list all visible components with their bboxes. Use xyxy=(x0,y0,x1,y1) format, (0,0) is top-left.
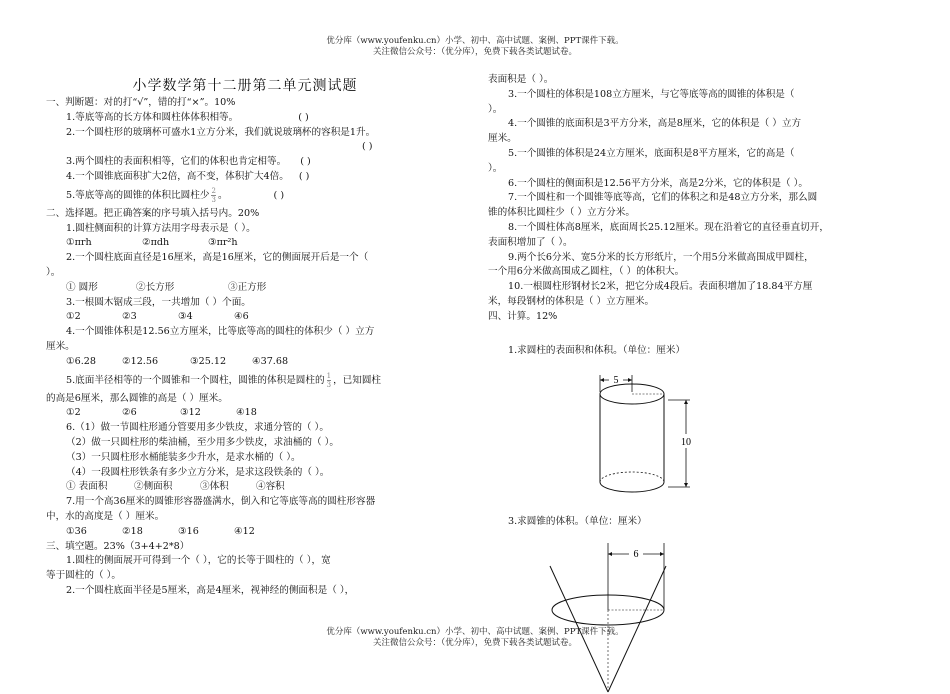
cylinder-bottom-front xyxy=(600,482,664,492)
fill-q1-end: 等于圆柱的（ ）。 xyxy=(46,570,121,582)
fill-q8: 8.一个圆柱体高8厘米，底面周长25.12厘米。现在沿着它的直径垂直切开， xyxy=(508,221,829,233)
choice-q7-option-3: ③16 xyxy=(178,525,199,537)
choice-q1-option-3: ③πr²h xyxy=(208,237,238,249)
fill-q1: 1.圆柱的侧面展开可得到一个（ ），它的长等于圆柱的（ ），宽 xyxy=(66,555,331,567)
choice-q3-option-2: ②3 xyxy=(122,311,137,323)
choice-q4-options xyxy=(46,355,444,370)
choice-q5-end: 的高是6厘米，那么圆锥的高是（ ）厘米。 xyxy=(46,392,228,404)
right-column xyxy=(488,73,888,325)
fill-q2-end: 表面积是（ ）。 xyxy=(488,74,554,85)
footer-line-1: 优分库（www.youfenku.cn）小学、初中、高中试题、案例、PPT课件下载。 xyxy=(326,627,624,637)
choice-q6-option-3: ③体积 xyxy=(200,481,229,493)
choice-q6-option-1: ① 表面积 xyxy=(66,481,108,493)
choice-q6-options xyxy=(46,480,444,495)
judge-q4-blank: ( ) xyxy=(298,170,310,182)
choice-q5-option-1: ①2 xyxy=(66,407,81,419)
choice-q7-option-4: ④12 xyxy=(234,525,255,537)
section-1-heading: 一、判断题：对的打“√”，错的打“×”。10% xyxy=(46,97,236,108)
footer-line-2: 关注微信公众号：（优分库），免费下载各类试题试卷。 xyxy=(372,638,577,648)
fill-q8-end: 表面积增加了（ ）。 xyxy=(488,236,573,248)
fill-q6: 6.一个圆柱的侧面积是12.56平方分米，高是2分米，它的体积是（ ）。 xyxy=(508,177,809,189)
choice-q5-fraction xyxy=(327,372,331,389)
section-2-heading: 二、选择题。把正确答案的序号填入括号内。20% xyxy=(46,207,260,219)
judge-q5-text: 5.等底等高的圆锥的体积比圆柱少 xyxy=(66,189,210,201)
choice-q6: 6.（1）做一节圆柱形通分管要用多少铁皮，求通分管的（ ）。 xyxy=(66,422,329,434)
cylinder-radius-label: 5 xyxy=(613,375,619,386)
judge-q1 xyxy=(46,111,444,126)
judge-q5 xyxy=(46,185,444,207)
fill-q5-end: ）。 xyxy=(488,162,503,174)
fill-q10: 10.一根圆柱形钢材长2米，把它分成4段后。表面积增加了18.84平方厘 xyxy=(508,281,813,293)
cone-radius-arrow-right xyxy=(660,552,664,556)
cone-radius-arrow-left xyxy=(608,552,612,556)
choice-q1-option-2: ②πdh xyxy=(142,237,170,249)
choice-q6-option-4: ④容积 xyxy=(256,481,285,493)
choice-q7-end: 中，水的高度是（ ）厘米。 xyxy=(46,510,165,522)
header-line-1: 优分库（www.youfenku.cn）小学、初中、高中试题、案例、PPT课件下载。 xyxy=(326,36,624,46)
choice-q3-options xyxy=(46,310,444,325)
fill-q4-end: 厘米。 xyxy=(488,133,517,145)
fill-q3-end: ）。 xyxy=(488,103,503,115)
choice-q5-option-2: ②6 xyxy=(122,407,137,419)
choice-q6-part-3: （3）一只圆柱形水桶能装多少升水，是求水桶的（ ）。 xyxy=(66,451,301,463)
calc-q1: 1.求圆柱的表面积和体积。（单位：厘米） xyxy=(508,345,686,356)
judge-q4 xyxy=(46,170,444,185)
choice-q4-option-2: ②12.56 xyxy=(122,355,159,367)
choice-q4: 4.一个圆锥体积是12.56立方厘米，比等底等高的圆柱的体积少（ ）立方 xyxy=(66,326,375,338)
choice-q2-end: ）。 xyxy=(46,266,61,278)
choice-q7: 7.用一个高36厘米的圆锥形容器盛满水，倒入和它等底等高的圆柱形容器 xyxy=(66,496,376,508)
choice-q4-option-3: ③25.12 xyxy=(190,355,227,367)
cylinder-height-label: 10 xyxy=(681,437,691,448)
choice-q4-option-4: ④37.68 xyxy=(252,355,289,367)
cylinder-height-arrow-top xyxy=(684,400,688,404)
cylinder-radius-arrow-left xyxy=(600,378,604,382)
choice-q7-options xyxy=(46,525,444,540)
judge-q2: 2.一个圆柱形的玻璃杯可盛水1立方分米，我们就说玻璃杯的容积是1升。 xyxy=(66,126,376,138)
choice-q1-options xyxy=(46,236,444,251)
cylinder-height-arrow-bottom xyxy=(684,483,688,487)
judge-q5-end: 。 xyxy=(217,189,228,201)
cone-figure xyxy=(540,540,680,694)
calc-q3: 3.求圆锥的体积。（单位：厘米） xyxy=(508,516,647,527)
choice-q5-text: 5.底面半径相等的一个圆锥和一个圆柱，圆锥的体积是圆柱的 xyxy=(66,374,325,386)
section-4-heading: 四、计算。12% xyxy=(488,310,558,322)
choice-q6-part-4: （4）一段圆柱形铁条有多少立方分米，是求这段铁条的（ ）。 xyxy=(66,466,330,478)
choice-q3-option-3: ③4 xyxy=(178,311,193,323)
header-line-2: 关注微信公众号：（优分库），免费下载各类试题试卷。 xyxy=(372,47,577,57)
choice-q5-option-3: ③12 xyxy=(180,407,201,419)
choice-q5-option-4: ④18 xyxy=(236,407,257,419)
choice-q5 xyxy=(46,370,444,392)
judge-q5-blank: ( ) xyxy=(273,189,285,201)
choice-q2-option-3: ③正方形 xyxy=(228,281,267,293)
fill-q9: 9.两个长6分米、宽5分米的长方形纸片，一个用5分米做高围成甲圆柱， xyxy=(508,251,814,263)
judge-q3-text: 3.两个圆柱的表面积相等，它们的体积也肯定相等。 xyxy=(66,156,287,168)
choice-q3-option-4: ④6 xyxy=(234,311,249,323)
fill-q10-end: 米，每段钢材的体积是（ ）立方厘米。 xyxy=(488,295,655,307)
fill-q7-end: 锥的体积比圆柱少（ ）立方分米。 xyxy=(488,207,635,219)
choice-q4-option-1: ①6.28 xyxy=(66,355,96,367)
cylinder-figure xyxy=(590,372,710,496)
judge-q5-denominator: 3 xyxy=(211,195,216,204)
page-footer xyxy=(0,627,950,649)
choice-q7-option-2: ②18 xyxy=(122,525,143,537)
fill-q5: 5.一个圆锥的体积是24立方厘米，底面积是8平方厘米，它的高是（ xyxy=(508,147,795,159)
choice-q5-text-2: ，已知圆柱 xyxy=(333,374,382,386)
choice-q6-option-2: ②侧面积 xyxy=(134,481,173,493)
choice-q5-options xyxy=(46,406,444,421)
choice-q2-option-2: ②长方形 xyxy=(136,281,175,293)
choice-q5-numerator: 1 xyxy=(326,371,332,380)
choice-q7-option-1: ①36 xyxy=(66,525,87,537)
fill-q2: 2.一个圆柱底面半径是5厘米，高是4厘米，视神经的侧面积是（ ）， xyxy=(66,584,355,596)
choice-q1-option-1: ①πrh xyxy=(66,237,92,249)
judge-q5-numerator: 2 xyxy=(211,186,216,195)
section-3-heading: 三、填空题。23%（3+4+2*8） xyxy=(46,540,190,552)
judge-q3 xyxy=(46,155,444,170)
fill-q4: 4.一个圆锥的底面积是3平方分米，高是8厘米，它的体积是（ ）立方 xyxy=(508,118,802,130)
page-title: 小学数学第十二册第二单元测试题 xyxy=(132,78,358,94)
cylinder-radius-arrow-right xyxy=(628,378,632,382)
choice-q3: 3.一根圆木锯成三段，一共增加（ ）个面。 xyxy=(66,296,251,308)
judge-q2-blank: ( ) xyxy=(362,141,373,153)
fill-q7: 7.一个圆柱和一个圆锥等底等高，它们的体积之和是48立方分米，那么圆 xyxy=(508,192,818,204)
judge-q4-text: 4.一个圆锥底面积扩大2倍，高不变，体积扩大4倍。 xyxy=(66,170,289,182)
judge-q3-blank: ( ) xyxy=(300,156,311,168)
judge-q5-fraction xyxy=(211,187,215,204)
choice-q3-option-1: ①2 xyxy=(66,311,81,323)
fill-q3: 3.一个圆柱的体积是108立方厘米，与它等底等高的圆锥的体积是（ xyxy=(508,88,795,100)
choice-q4-end: 厘米。 xyxy=(46,340,75,352)
page-header xyxy=(0,36,950,58)
choice-q2: 2.一个圆柱底面直径是16厘米，高是16厘米，它的侧面展开后是一个（ xyxy=(66,252,369,264)
choice-q2-options xyxy=(46,281,444,296)
choice-q2-option-1: ① 圆形 xyxy=(66,281,98,293)
fill-q9-end: 一个用6分米做高围成乙圆柱，（ ）的体积大。 xyxy=(488,266,685,278)
choice-q6-part-2: （2）做一只圆柱形的柴油桶，至少用多少铁皮，求油桶的（ ）。 xyxy=(66,436,339,448)
cone-radius-label: 6 xyxy=(633,549,639,560)
left-column xyxy=(46,76,444,599)
choice-q1: 1.圆柱侧面积的计算方法用字母表示是（ ）。 xyxy=(66,222,256,234)
judge-q1-text: 1.等底等高的长方体和圆柱体体积相等。 xyxy=(66,111,239,123)
judge-q1-blank: ( ) xyxy=(298,111,309,123)
choice-q5-denominator: 3 xyxy=(326,380,332,389)
cylinder-bottom-back xyxy=(600,472,664,482)
